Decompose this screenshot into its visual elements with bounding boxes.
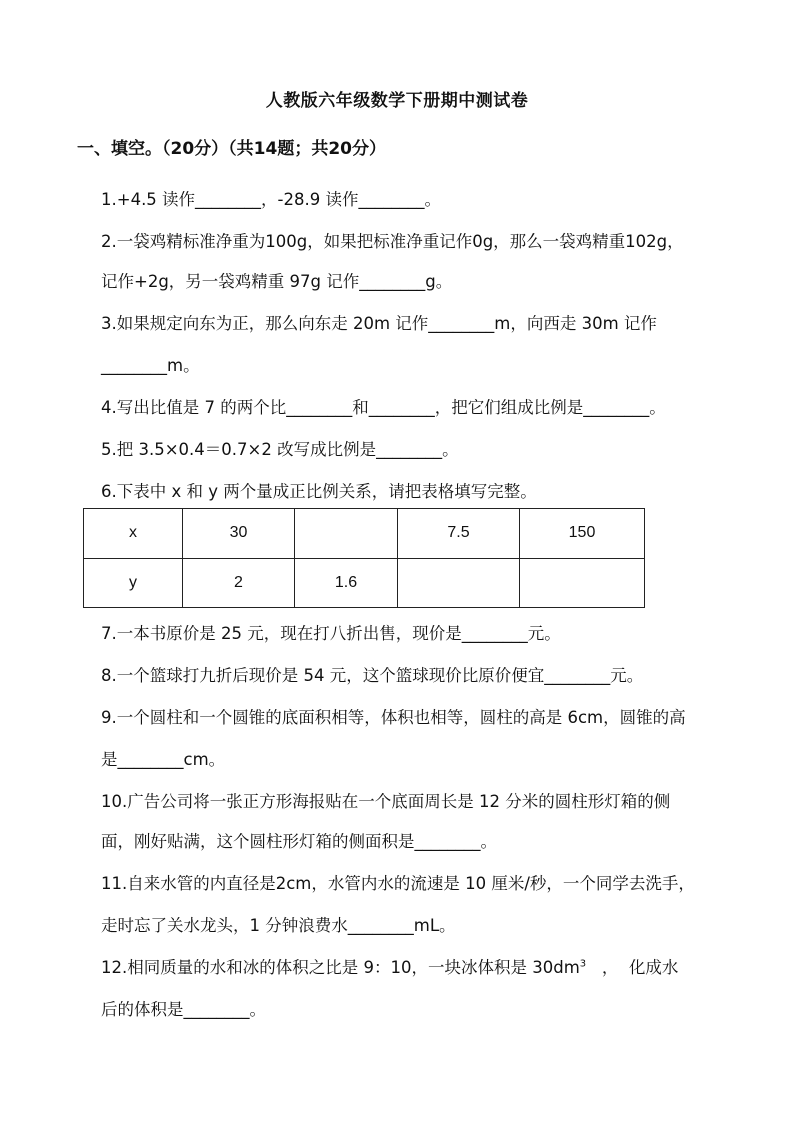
cubic-superscript: 3 (579, 958, 587, 970)
question-12-line-2: 后的体积是________。 (101, 1000, 266, 1019)
table-row-x (84, 509, 645, 559)
question-1: 1.+4.5 读作________，-28.9 读作________。 (101, 190, 441, 209)
table-cell (295, 509, 398, 559)
question-5: 5.把 3.5×0.4＝0.7×2 改写成比例是________。 (101, 440, 459, 459)
question-9-line-1: 9.一个圆柱和一个圆锥的底面积相等，体积也相等，圆柱的高是 6cm，圆锥的高 (101, 708, 686, 727)
section-heading: 一、填空。（20分）（共14题；共20分） (77, 139, 386, 159)
table-cell: y (84, 558, 183, 608)
question-12-line-1 (101, 954, 678, 978)
question-9-line-2: 是________cm。 (101, 750, 226, 769)
table-cell: x (84, 509, 183, 559)
question-2-line-1: 2.一袋鸡精标准净重为100g，如果把标准净重记作0g，那么一袋鸡精重102g， (101, 232, 684, 251)
question-7: 7.一本书原价是 25 元，现在打八折出售，现价是________元。 (101, 624, 561, 643)
table-cell: 1.6 (295, 558, 398, 608)
question-4: 4.写出比值是 7 的两个比________和________，把它们组成比例是________。 (101, 398, 666, 417)
table-cell: 30 (183, 509, 295, 559)
question-3-line-2: ________m。 (101, 356, 200, 375)
table-cell (520, 558, 645, 608)
question-11-line-1: 11.自来水管的内直径是2cm，水管内水的流速是 10 厘米/秒，一个同学去洗手， (101, 874, 695, 893)
question-6: 6.下表中 x 和 y 两个量成正比例关系，请把表格填写完整。 (101, 482, 537, 501)
question-3-line-1: 3.如果规定向东为正，那么向东走 20m 记作________m，向西走 30m 记作 (101, 314, 657, 333)
question-10-line-2: 面，刚好贴满，这个圆柱形灯箱的侧面积是________。 (101, 832, 497, 851)
page-title: 人教版六年级数学下册期中测试卷 (265, 91, 529, 111)
question-12-text-tail: ， 化成水 (586, 958, 679, 977)
table-row-y (84, 558, 645, 608)
question-2-line-2: 记作+2g，另一袋鸡精重 97g 记作________g。 (101, 272, 453, 291)
question-11-line-2: 走时忘了关水龙头，1 分钟浪费水________mL。 (101, 916, 456, 935)
proportion-table (83, 508, 645, 608)
question-8: 8.一个篮球打九折后现价是 54 元，这个篮球现价比原价便宜________元。 (101, 666, 644, 685)
table-cell: 7.5 (398, 509, 520, 559)
question-12-text: 12.相同质量的水和冰的体积之比是 9：10，一块冰体积是 30dm (101, 958, 580, 977)
table-cell: 150 (520, 509, 645, 559)
table-cell (398, 558, 520, 608)
question-10-line-1: 10.广告公司将一张正方形海报贴在一个底面周长是 12 分米的圆柱形灯箱的侧 (101, 792, 671, 811)
table-cell: 2 (183, 558, 295, 608)
